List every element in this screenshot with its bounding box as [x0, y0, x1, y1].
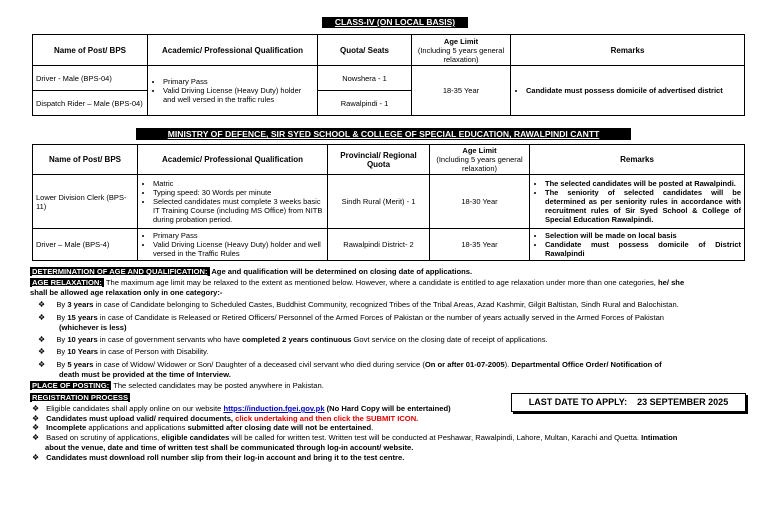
item-text: in case of Person with Disability. — [98, 347, 209, 356]
item-bold: Candidates must download roll number slip from their log-in account and bring it to the test centre. — [46, 453, 405, 462]
item-text: By — [56, 360, 68, 369]
ministry-title: MINISTRY OF DEFENCE, SIR SYED SCHOOL & COLLEGE OF SPECIAL EDUCATION, RAWALPINDI CANTT — [136, 128, 631, 140]
quota-rawalpindi: Rawalpindi - 1 — [318, 91, 412, 116]
header-age-sub: (Including 5 years general relaxation) — [417, 45, 505, 64]
last-date-value: 23 SEPTEMBER 2025 — [637, 397, 729, 407]
remark-item: • Candidate must possess domicile of District Rawalpindi — [545, 240, 741, 258]
item-red: click undertaking and then click the SUBMIT ICON. — [235, 414, 419, 423]
header-qualification: Academic/ Professional Qualification — [138, 145, 328, 175]
remarks-cell — [530, 229, 745, 261]
qualification-cell — [148, 66, 318, 116]
diamond-bullet-icon: ❖ — [32, 404, 40, 413]
post-driver: Driver – Male (BPS-4) — [33, 229, 138, 261]
class-iv-table — [32, 34, 745, 116]
quota-nowshera: Nowshera - 1 — [318, 66, 412, 91]
header-quota: Provincial/ Regional Quota — [328, 145, 430, 175]
post-driver: Driver - Male (BPS-04) — [33, 66, 148, 91]
item-text: will be called for written test. Written test will be conducted at Peshawar, Rawalpindi, Lahore, Multan, Karachi and Quetta. — [229, 433, 642, 442]
registration-item — [32, 404, 502, 414]
qualification-cell — [138, 229, 328, 261]
header-age-sub: (Including 5 years general relaxation) — [436, 155, 523, 173]
post-dispatch-rider: Dispatch Rider – Male (BPS-04) — [33, 91, 148, 116]
relaxation-item — [38, 360, 748, 379]
item-bold: Incomplete — [46, 423, 87, 432]
posting-label: PLACE OF POSTING: — [32, 381, 110, 390]
item-text: By — [56, 347, 68, 356]
item-text: . — [371, 423, 374, 432]
relaxation-item — [38, 313, 748, 332]
last-date-box — [511, 393, 746, 412]
diamond-bullet-icon: ❖ — [38, 313, 46, 322]
qual-item: • Selected candidates must complete 3 weeks basic IT Training Course (including MS Office) from NITB during probation period. — [153, 197, 324, 224]
registration-item — [32, 453, 748, 463]
website-link[interactable]: https://induction.fgei.gov.pk — [223, 404, 325, 413]
item-bold: On or after 01-07-2005 — [424, 360, 505, 369]
item-text: By — [56, 300, 68, 309]
header-age-title: Age Limit — [443, 36, 479, 46]
header-age — [412, 35, 511, 66]
registration-item — [32, 423, 532, 433]
diamond-bullet-icon: ❖ — [38, 300, 46, 309]
remark-item: • The seniority of selected candidates will be determined as per seniority rules in accordance with recruitment rules of Sir Syed School & College of Special Education Rawalpindi. — [545, 188, 741, 224]
diamond-bullet-icon: ❖ — [38, 335, 46, 344]
item-bold: completed 2 years continuous — [242, 335, 352, 344]
item-text: in case of government servants who have — [97, 335, 243, 344]
relaxation-label: AGE RELAXATION: — [32, 278, 102, 287]
diamond-bullet-icon: ❖ — [32, 414, 40, 423]
item-text: in case of Candidate belonging to Scheduled Castes, Buddhist Community, recognized Tribes of the Tribal Areas, Azad Kashmir, Gilgit Baltistan, Sindh Rural and Balochistan. — [93, 300, 679, 309]
item-bold: 15 years — [67, 313, 98, 322]
qual-item: • Valid Driving License (Heavy Duty) holder and well versed in the traffic rules — [163, 86, 314, 104]
relaxation-item — [38, 347, 748, 357]
age-limit: 18-30 Year — [430, 175, 530, 229]
item-text: in case of Widow/ Widower or Son/ Daughter of a deceased civil servant who died during service ( — [93, 360, 425, 369]
relaxation-paragraph — [30, 278, 742, 297]
post-ldc: Lower Division Clerk (BPS-11) — [33, 175, 138, 229]
diamond-bullet-icon: ❖ — [38, 360, 46, 369]
item-bold: Departmental Office Order/ Notification of — [511, 360, 662, 369]
header-post: Name of Post/ BPS — [33, 145, 138, 175]
item-bold: (No Hard Copy will be entertained) — [324, 404, 451, 413]
remark-item: • The selected candidates will be posted at Rawalpindi. — [545, 179, 741, 188]
item-bold: 10 years — [67, 335, 98, 344]
determination-label: DETERMINATION OF AGE AND QUALIFICATION: — [32, 267, 208, 276]
header-remarks: Remarks — [511, 35, 745, 66]
determination-paragraph — [30, 267, 742, 277]
item-bold: submitted after closing date will not be entertained — [187, 423, 372, 432]
last-date-label: LAST DATE TO APPLY: — [528, 397, 628, 407]
item-text: Govt service on the closing date of receipt of applications. — [351, 335, 548, 344]
item-bold: 3 years — [67, 300, 94, 309]
diamond-bullet-icon: ❖ — [32, 423, 40, 432]
registration-item — [32, 433, 748, 452]
diamond-bullet-icon: ❖ — [32, 433, 40, 442]
header-remarks: Remarks — [530, 145, 745, 175]
posting-text: The selected candidates may be posted anywhere in Pakistan. — [111, 381, 324, 390]
remarks-cell — [530, 175, 745, 229]
remarks-cell — [511, 66, 745, 116]
header-qualification: Academic/ Professional Qualification — [148, 35, 318, 66]
remark-item: • Selection will be made on local basis — [545, 231, 741, 240]
relaxation-text: The maximum age limit may be relaxed to the extent as mentioned below. However, where a candidate is entitled to age relaxation under more than one categories, — [103, 278, 658, 287]
item-bold: 10 Years — [67, 347, 99, 356]
item-text: ). — [504, 360, 512, 369]
qualification-cell — [138, 175, 328, 229]
quota-cell: Rawalpindi District- 2 — [328, 229, 430, 261]
ministry-table — [32, 144, 745, 261]
class-iv-title: CLASS-IV (ON LOCAL BASIS) — [322, 17, 468, 28]
item-text: By — [56, 313, 68, 322]
item-bold: about the venue, date and time of written test shall be communicated through log-in account/ website. — [45, 442, 414, 452]
qual-item: • Valid Driving License (Heavy Duty) holder and well versed in the Traffic Rules — [153, 240, 324, 258]
item-bold: death must be provided at the time of Interview. — [59, 369, 231, 379]
qual-item: • Matric — [153, 179, 324, 188]
relaxation-item — [38, 335, 748, 345]
item-bold: 5 years — [67, 360, 94, 369]
diamond-bullet-icon: ❖ — [38, 347, 46, 356]
qual-item: • Primary Pass — [153, 231, 324, 240]
relaxation-item — [38, 300, 748, 310]
age-limit: 18-35 Year — [430, 229, 530, 261]
item-text: Eligible candidates shall apply online on our website — [46, 404, 224, 413]
header-quota: Quota/ Seats — [318, 35, 412, 66]
item-bold: Intimation — [641, 433, 678, 442]
item-bold: eligible candidates — [161, 433, 230, 442]
determination-text: Age and qualification will be determined on closing date of applications. — [209, 267, 473, 276]
item-text: in case of Candidate is Released or Retired Officers/ Personnel of the Armed Forces of Pakistan or the number of years actually served in the Armed Forces of Pakistan — [97, 313, 665, 322]
header-age — [430, 145, 530, 175]
remark-item: • Candidate must possess domicile of advertised district — [526, 86, 741, 95]
item-text: applications and applications — [86, 423, 188, 432]
diamond-bullet-icon: ❖ — [32, 453, 40, 462]
age-limit: 18-35 Year — [412, 66, 511, 116]
header-post: Name of Post/ BPS — [33, 35, 148, 66]
item-text: By — [56, 335, 68, 344]
item-bold: Candidates must upload valid/ required documents, — [46, 414, 236, 423]
quota-cell: Sindh Rural (Merit) - 1 — [328, 175, 430, 229]
qual-item: • Primary Pass — [163, 77, 314, 86]
posting-paragraph — [30, 381, 742, 391]
registration-label: REGISTRATION PROCESS — [32, 393, 129, 402]
item-bold: (whichever is less) — [59, 322, 127, 332]
item-text: Based on scrutiny of applications, — [46, 433, 162, 442]
relaxation-line2: shall be allowed age relaxation only in one category:- — [30, 287, 223, 297]
qual-item: • Typing speed: 30 Words per minute — [153, 188, 324, 197]
header-age-title: Age Limit — [462, 146, 497, 155]
relaxation-bold: he/ she — [658, 278, 685, 287]
